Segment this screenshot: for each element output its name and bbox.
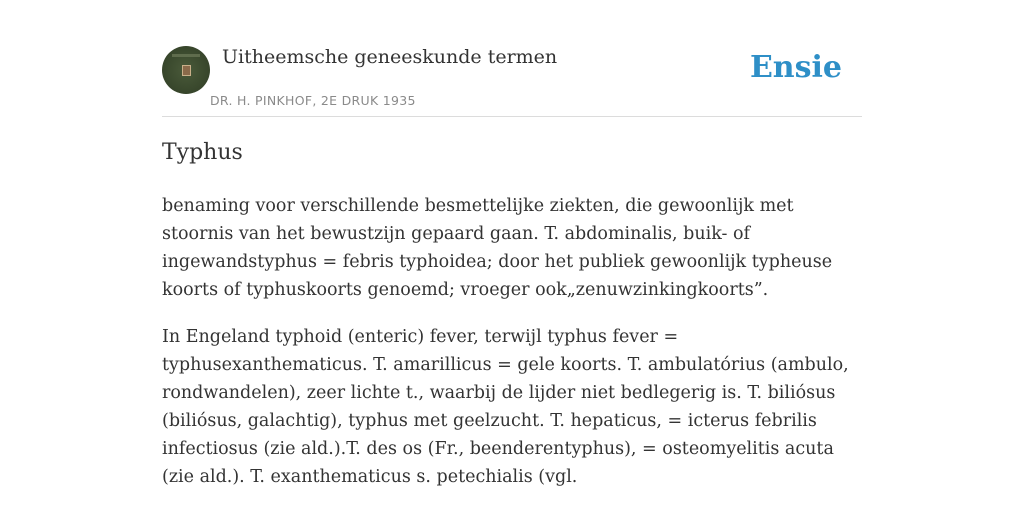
entry-body <box>162 192 866 510</box>
entry-paragraph: benaming voor verschillende besmettelijke ziekten, die gewoonlijk met stoornis van het bewustzijn gepaard gaan. T. abdominalis, buik- of ingewandstyphus = febris typhoidea; door het publiek gewoonlijk typheuse koorts of typhuskoorts genoemd; vroeger ook„zenuwzinkingkoorts”. <box>162 196 833 300</box>
cover-label <box>182 65 191 76</box>
book-author: DR. H. PINKHOF, 2E DRUK 1935 <box>210 93 416 108</box>
entry-title: Typhus <box>162 140 243 165</box>
page-header <box>162 44 862 117</box>
entry-paragraph: In Engeland typhoid (enteric) fever, terwijl typhus fever = typhusexanthematicus. T. amarillicus = gele koorts. T. ambulatórius (ambulo, rondwandelen), zeer lichte t., waarbij de lijder niet bedlegerig is. T. biliósus (biliósus, galachtig), typhus met geelzucht. T. hepaticus, = icterus febrilis infectiosus (zie ald.).T. des os (Fr., beenderentyphus), = osteomyelitis acuta (zie ald.). T. exanthematicus s. petechialis (vgl. <box>162 327 849 487</box>
brand-logo[interactable]: Ensie <box>749 50 842 85</box>
book-title[interactable]: Uitheemsche geneeskunde termen <box>222 46 558 68</box>
cover-band <box>172 54 200 57</box>
book-cover-avatar[interactable] <box>162 46 210 94</box>
